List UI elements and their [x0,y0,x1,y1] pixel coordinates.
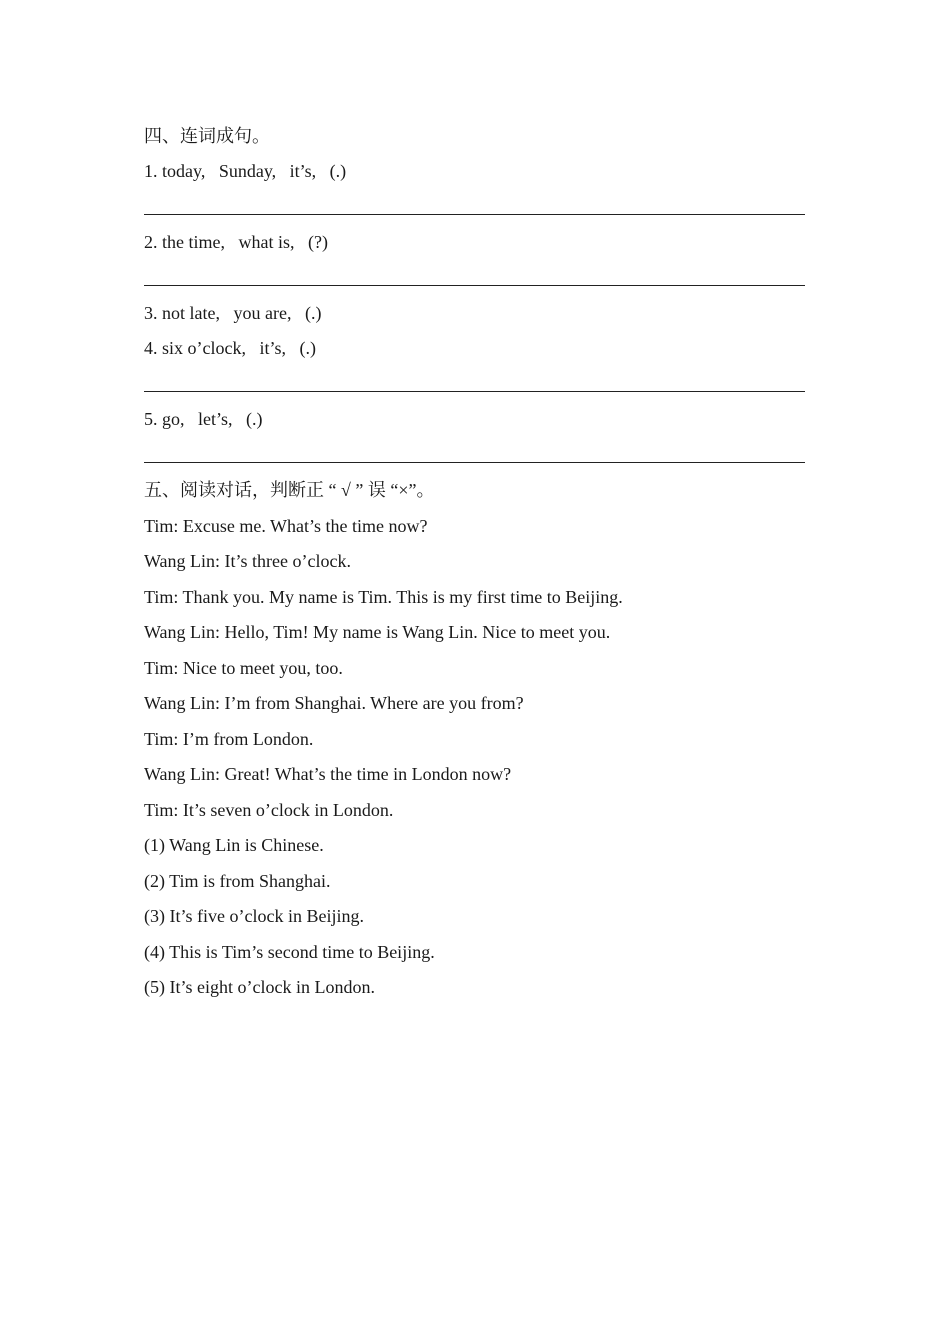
dialogue-line: Wang Lin: Hello, Tim! My name is Wang Lin. Nice to meet you. [144,622,611,642]
dialogue-line: Tim: Thank you. My name is Tim. This is my first time to Beijing. [144,587,623,607]
section4-item-3: 3. not late, you are, (.) [144,303,322,323]
dialogue-line: Tim: It’s seven o’clock in London. [144,800,394,820]
section4-item-1: 1. today, Sunday, it’s, (.) [144,161,347,181]
statement-3: (3) It’s five o’clock in Beijing. [144,906,364,926]
dialogue-line: Wang Lin: It’s three o’clock. [144,551,351,571]
section4-heading: 四、连词成句。 [144,126,270,146]
statement-1: (1) Wang Lin is Chinese. [144,835,324,855]
answer-line-1 [144,214,805,215]
dialogue-line: Tim: Nice to meet you, too. [144,658,343,678]
answer-line-2 [144,285,805,286]
answer-line-3 [144,391,805,392]
section4-item-4: 4. six o’clock, it’s, (.) [144,338,316,358]
statement-5: (5) It’s eight o’clock in London. [144,977,375,997]
section4-item-5: 5. go, let’s, (.) [144,409,263,429]
statement-2: (2) Tim is from Shanghai. [144,871,331,891]
statement-4: (4) This is Tim’s second time to Beijing. [144,942,435,962]
dialogue-line: Tim: Excuse me. What’s the time now? [144,516,428,536]
dialogue-line: Wang Lin: I’m from Shanghai. Where are you from? [144,693,524,713]
answer-line-4 [144,462,805,463]
section4-item-2: 2. the time, what is, (?) [144,232,328,252]
section5-heading: 五、阅读对话，判断正 “ √ ” 误 “×”。 [144,480,435,500]
dialogue-line: Tim: I’m from London. [144,729,314,749]
dialogue-line: Wang Lin: Great! What’s the time in London now? [144,764,512,784]
